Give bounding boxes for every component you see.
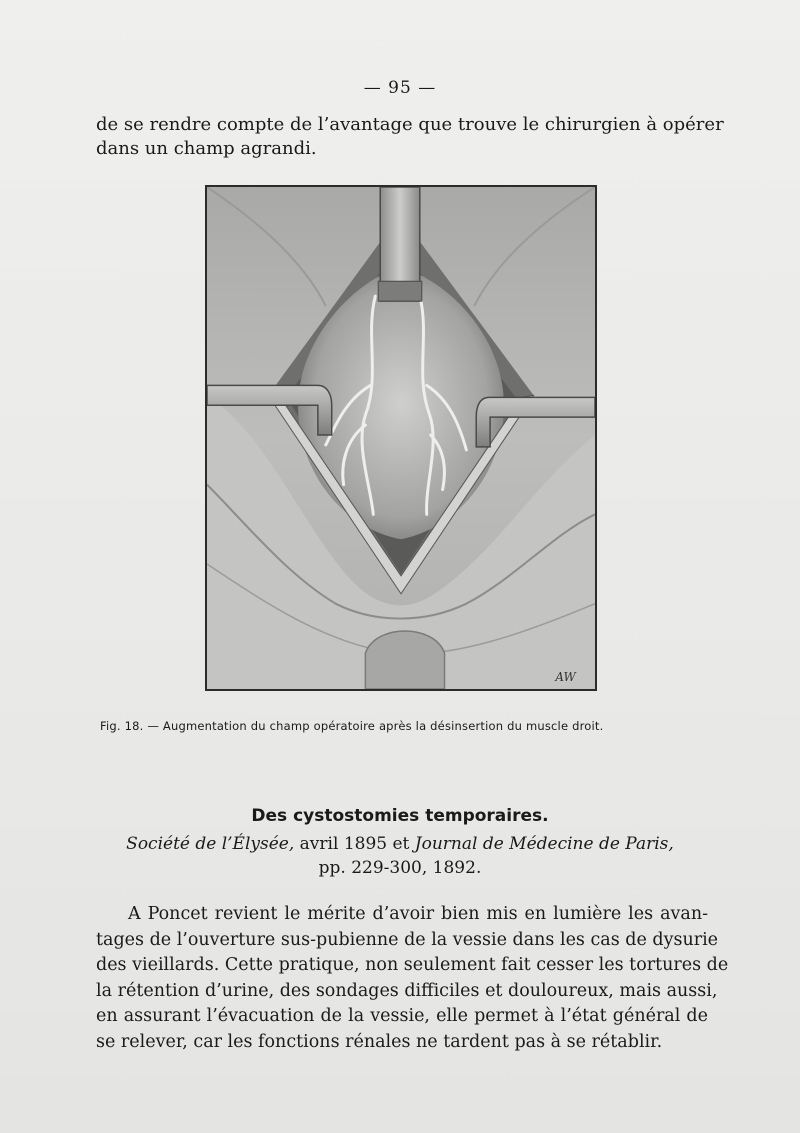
surgical-field-drawing xyxy=(207,187,595,689)
body-paragraph xyxy=(96,902,729,1055)
page-number: — 95 — xyxy=(363,78,437,98)
body-line: des vieillards. Cette pratique, non seulement fait cesser les tortures de xyxy=(96,955,729,975)
intro-paragraph xyxy=(96,113,724,161)
body-line: tages de l’ouverture sus-pubienne de la vessie dans les cas de dysurie xyxy=(96,929,719,950)
surgical-illustration xyxy=(205,185,597,691)
figure-caption: Fig. 18. — Augmentation du champ opératoire après la désinsertion du muscle droit. xyxy=(100,719,604,733)
source-date: avril 1895 et xyxy=(294,834,415,854)
intro-line: dans un champ agrandi. xyxy=(96,138,317,159)
body-line: A Poncet revient le mérite d’avoir bien mis en lumière les avan- xyxy=(128,904,708,924)
source-journal: Journal de Médecine de Paris, xyxy=(414,834,674,854)
illustrator-signature: AW xyxy=(555,670,576,685)
source-society: Société de l’Élysée, xyxy=(126,834,295,854)
body-line: la rétention d’urine, des sondages difficiles et douloureux, mais aussi, xyxy=(96,980,718,1001)
bibliographic-source xyxy=(0,832,800,880)
section-heading: Des cystostomies temporaires. xyxy=(251,806,549,826)
source-line-1 xyxy=(0,832,800,856)
intro-line: de se rendre compte de l’avantage que trouve le chirurgien à opérer xyxy=(96,114,724,135)
source-line-2: pp. 229-300, 1892. xyxy=(318,858,482,878)
body-line: en assurant l’évacuation de la vessie, elle permet à l’état général de xyxy=(96,1006,708,1026)
body-line: se relever, car les fonctions rénales ne tardent pas à se rétablir. xyxy=(96,1031,663,1052)
